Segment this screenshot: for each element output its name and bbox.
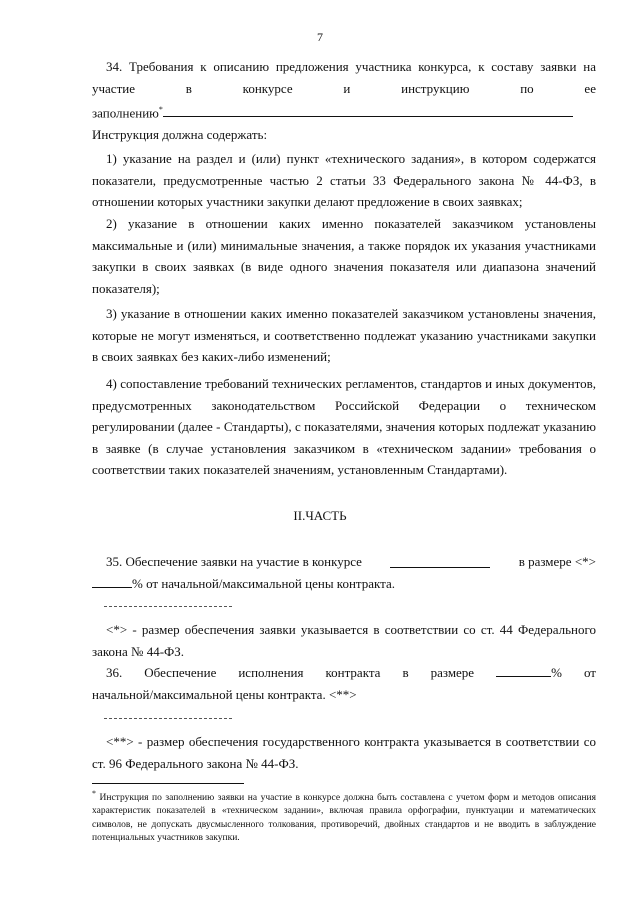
- page-number: 7: [317, 30, 323, 44]
- item-35-line-1: 35. Обеспечение заявки на участие в конкурсе в размере <*>: [106, 554, 596, 569]
- blank-line: [390, 555, 490, 568]
- point-4: 4) сопоставление требований технических регламентов, стандартов и иных документов, предусмотренных законодательством Российской Федерации о техническом регулировании (далее - Стандарты), с показателями, значения которых подлежат указанию в заявке (в случае установления заказчиком в «техническом задании» требования о соответствии таких показателей значениям, установленным Стандартами).: [92, 376, 596, 477]
- separator-1: [104, 606, 232, 607]
- blank-line: [163, 104, 573, 117]
- note-1: <*> - размер обеспечения заявки указывается в соответствии со ст. 44 Федерального закона № 44-ФЗ.: [92, 622, 596, 659]
- item-34-line-2: участие в конкурсе и инструкцию по ее: [92, 80, 596, 96]
- footnote: * Инструкция по заполнению заявки на участие в конкурсе должна быть составлена с учетом форм и методов описания характеристик показателей в «техническом задании», включая правила орфографии, пунктуации и математических символов, не допускать двусмысленного толкования, противоречий, двойных стандартов и не вводить в заблуждение потенциальных участников закупки.: [92, 789, 596, 843]
- item-35: [92, 551, 596, 594]
- note-2: <**> - размер обеспечения государственного контракта указывается в соответствии со ст. 96 Федерального закона № 44-ФЗ.: [92, 734, 596, 771]
- separator-2: [104, 718, 232, 719]
- point-3: 3) указание в отношении каких именно показателей заказчиком установлены значения, которые не могут изменяться, и соответственно подлежат указанию участниками закупки в своих заявках без каких-либо изменений;: [92, 306, 596, 364]
- part-heading: II.ЧАСТЬ: [293, 508, 347, 523]
- item-36: [92, 662, 596, 705]
- item-36-line-2: начальной/максимальной цены контракта. <**>: [92, 686, 357, 702]
- item-34: [92, 56, 596, 124]
- point-2: 2) указание в отношении каких именно показателей заказчиком установлены максимальные и (или) минимальные значения, а также порядок их указания участниками закупки в своих заявках (в виде одного значения показателя или диапазона значений показателя);: [92, 216, 596, 296]
- instruction-heading: Инструкция должна содержать:: [92, 127, 268, 142]
- point-1: 1) указание на раздел и (или) пункт «технического задания», в котором содержатся показатели, предусмотренные частью 2 статьи 33 Федерального закона № 44-ФЗ, в отношении которых участники закупки делают предложение в своих заявках;: [92, 151, 596, 209]
- blank-line: [92, 575, 132, 588]
- item-34-line-1: 34. Требования к описанию предложения участника конкурса, к составу заявки на: [106, 59, 596, 74]
- item-36-line-1: 36. Обеспечение исполнения контракта в размере % от: [106, 665, 596, 680]
- footnote-rule: [92, 783, 244, 784]
- item-34-line-3: заполнению*: [92, 99, 596, 124]
- footnote-ref: *: [158, 105, 163, 114]
- blank-line: [496, 664, 551, 677]
- item-35-line-2: % от начальной/максимальной цены контракта.: [92, 573, 596, 595]
